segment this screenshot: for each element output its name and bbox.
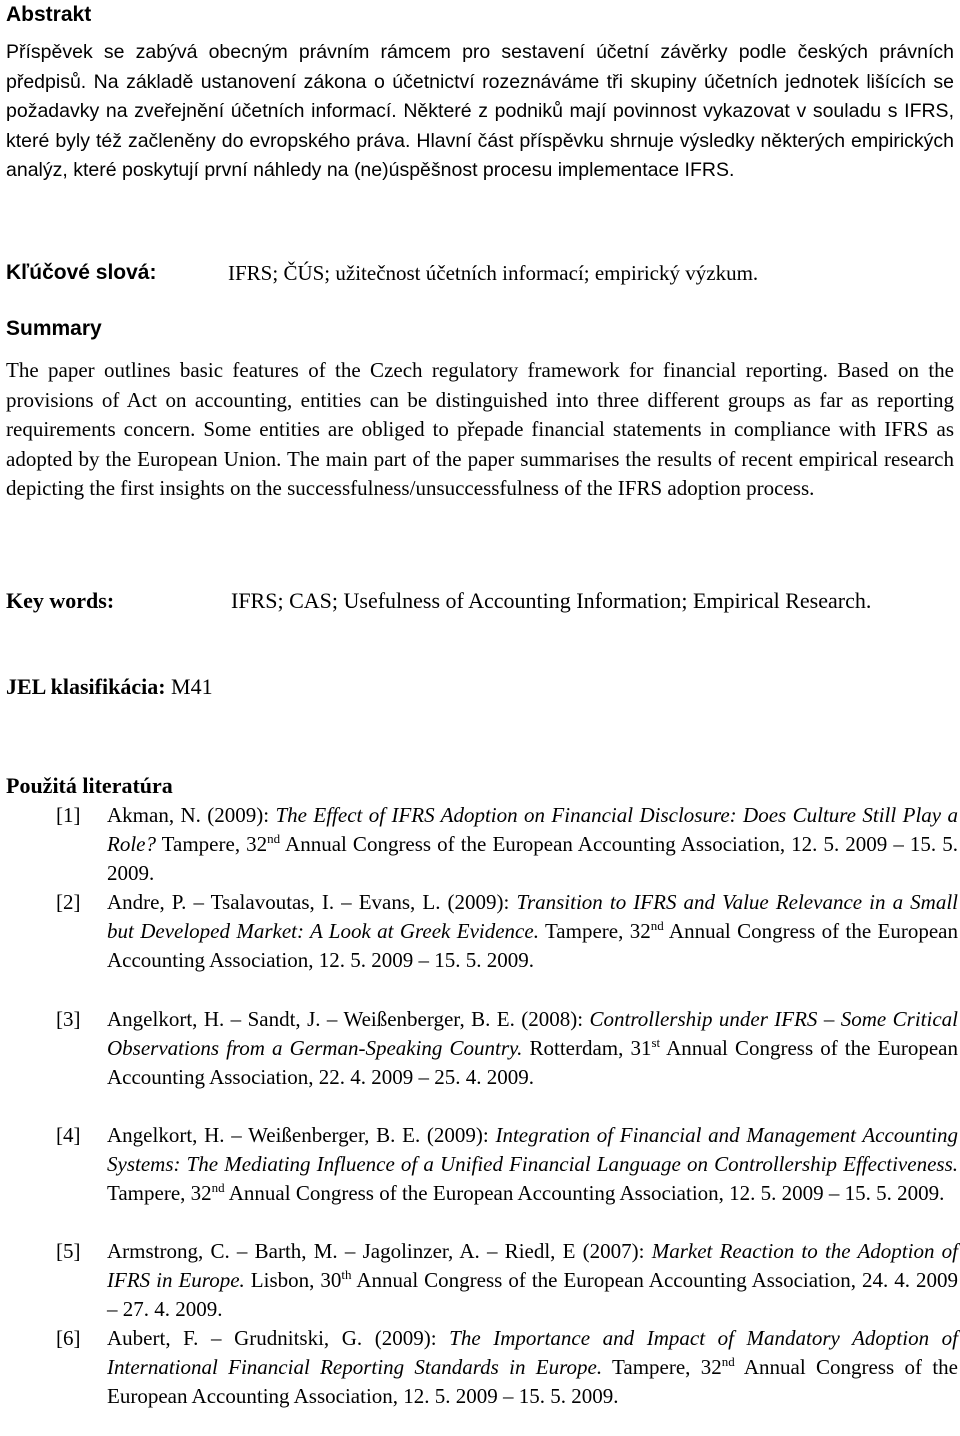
reference-authors: Angelkort, H. – Weißenberger, B. E. (2009): <box>107 1123 496 1147</box>
reference-details: Annual Congress of the European Accounting Association, 12. 5. 2009 – 15. 5. 2009. <box>107 919 958 972</box>
reference-authors: Aubert, F. – Grudnitski, G. (2009): <box>107 1326 450 1350</box>
reference-title: The Importance and Impact of Mandatory Adoption of International Financial Reporting Standards in Europe. <box>107 1326 958 1379</box>
reference-authors: Armstrong, C. – Barth, M. – Jagolinzer, A. – Riedl, E (2007): <box>107 1239 652 1263</box>
reference-venue: Tampere, 32 <box>155 832 268 856</box>
references-heading: Použitá literatúra <box>6 773 173 798</box>
reference-details: Annual Congress of the European Accounting Association, 12. 5. 2009 – 15. 5. 2009. <box>107 1355 958 1408</box>
keywords-sk-value: IFRS; ČÚS; užitečnost účetních informací; empirický výzkum. <box>228 261 759 285</box>
reference-body <box>107 1005 958 1092</box>
reference-number: [5] <box>56 1239 81 1263</box>
jel-label: JEL klasifikácia: <box>6 674 166 699</box>
reference-authors: Akman, N. (2009): <box>107 803 276 827</box>
summary-heading: Summary <box>6 317 102 340</box>
reference-ordinal: nd <box>211 1180 225 1195</box>
reference-body <box>107 1237 958 1324</box>
abstrakt-heading: Abstrakt <box>6 3 92 26</box>
reference-ordinal: th <box>341 1267 352 1282</box>
reference-body <box>107 888 958 975</box>
abstrakt-text: Příspěvek se zabývá obecným právním rámcem pro sestavení účetní závěrky podle českých právních předpisů. Na základě ustanovení zákona o účetnictví rozeznáváme tři skupiny účetních jednotek lišících se požadavky na zveřejnění účetních informací. Některé z podniků mají povinnost vykazovat v souladu s IFRS, které byly též začleněny do evropského práva. Hlavní část příspěvku shrnuje výsledky některých empirických analýz, které poskytují první náhledy na (ne)úspěšnost procesu implementace IFRS. <box>6 41 954 181</box>
reference-venue: Lisbon, 30 <box>244 1268 342 1292</box>
reference-details: Annual Congress of the European Accounting Association, 22. 4. 2009 – 25. 4. 2009. <box>107 1036 958 1089</box>
reference-number: [6] <box>56 1326 81 1350</box>
keywords-en-value: IFRS; CAS; Usefulness of Accounting Information; Empirical Research. <box>231 588 872 613</box>
reference-number: [4] <box>56 1123 81 1147</box>
keywords-en-label: Key words: <box>6 588 115 613</box>
reference-body <box>107 1324 958 1411</box>
reference-authors: Andre, P. – Tsalavoutas, I. – Evans, L. (2009): <box>107 890 517 914</box>
reference-title: The Effect of IFRS Adoption on Financial Disclosure: Does Culture Still Play a Role? <box>107 803 958 856</box>
reference-body <box>107 801 958 888</box>
reference-ordinal: nd <box>650 918 664 933</box>
reference-details: Annual Congress of the European Accounting Association, 12. 5. 2009 – 15. 5. 2009. <box>224 1181 945 1205</box>
reference-ordinal: nd <box>721 1354 735 1369</box>
reference-venue: Rotterdam, 31 <box>522 1036 652 1060</box>
reference-authors: Angelkort, H. – Sandt, J. – Weißenberger, B. E. (2008): <box>107 1007 590 1031</box>
reference-title: Controllership under IFRS – Some Critical Observations from a German-Speaking Country. <box>107 1007 958 1060</box>
keywords-sk-label: Kľúčové slová: <box>6 261 157 284</box>
reference-ordinal: nd <box>267 831 281 846</box>
jel-row <box>6 672 213 702</box>
reference-number: [1] <box>56 803 81 827</box>
reference-number: [2] <box>56 890 81 914</box>
reference-venue: Tampere, 32 <box>107 1181 212 1205</box>
reference-body <box>107 1121 958 1208</box>
reference-title: Market Reaction to the Adoption of IFRS in Europe. <box>107 1239 958 1292</box>
reference-ordinal: st <box>651 1035 661 1050</box>
reference-details: Annual Congress of the European Accounting Association, 24. 4. 2009 – 27. 4. 2009. <box>107 1268 958 1321</box>
reference-venue: Tampere, 32 <box>602 1355 722 1379</box>
reference-details: Annual Congress of the European Accounting Association, 12. 5. 2009 – 15. 5. 2009. <box>107 832 958 885</box>
reference-title: Transition to IFRS and Value Relevance in a Small but Developed Market: A Look at Greek Evidence. <box>107 890 958 943</box>
summary-text: The paper outlines basic features of the Czech regulatory framework for financial reporting. Based on the provisions of Act on accounting, entities can be distinguished into three different groups as far as reporting requirements concern. Some entities are obliged to přepade financial statements in compliance with IFRS as adopted by the European Union. The main part of the paper summarises the results of recent empirical research depicting the first insights on the successfulness/unsuccessfulness of the IFRS adoption process. <box>6 358 954 500</box>
reference-venue: Tampere, 32 <box>538 919 651 943</box>
jel-value: M41 <box>171 674 213 699</box>
reference-title: Integration of Financial and Management Accounting Systems: The Mediating Influence of a Unified Financial Language on Controllership Effectiveness. <box>107 1123 958 1176</box>
reference-number: [3] <box>56 1007 81 1031</box>
